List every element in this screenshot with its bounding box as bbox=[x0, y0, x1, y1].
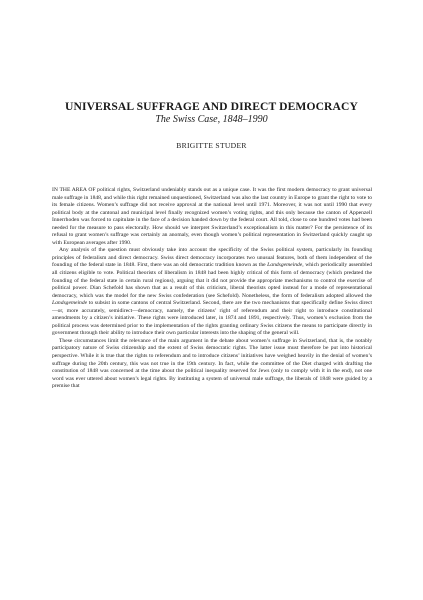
text-run: These circumstances limit the relevance of the main argument in the debate about women’s suffrage in Switzerland, that is, the notably participatory nature of Swiss citizenship and the extent of Swiss democratic rights. The latter issue must therefore be put into historical perspective. While it is true that the rights to referendum and to introduce citizens’ initiatives have weighed heavily in the denial of women’s suffrage during the 20th century, this was not true in the 19th century. In fact, while the committee of the Diet charged with drafting the constitution of 1848 was concerned at the time about the political inequality reserved for Jews (only to comply with it in the end), not one word was ever uttered about women’s legal rights. By instituting a system of universal male suffrage, the liberals of 1848 were guided by a premise that bbox=[52, 337, 372, 390]
article-body bbox=[52, 187, 372, 391]
paragraph bbox=[52, 338, 372, 391]
article-subtitle: The Swiss Case, 1848–1990 bbox=[155, 114, 268, 125]
paragraph bbox=[52, 187, 372, 247]
text-run: Any analysis of the question must obviously take into account the specificity of the Swiss political system, particularly its founding principles of federalism and direct democracy. Swiss direct democracy incorporates two unusual features, both of them independent of the founding of the federal state in 1848. First, there was an old democratic tradition known as the bbox=[52, 247, 372, 269]
article-title: UNIVERSAL SUFFRAGE AND DIRECT DEMOCRACY bbox=[65, 100, 358, 113]
italic-term: Landsgemeinde bbox=[52, 300, 88, 307]
text-run: , which periodically assembled all citizens eligible to vote. Political theorists of liberalism in 1848 had been highly critical of this form of democracy (which predated the founding of the federal state in certain rural regions), arguing that it did not provide the appropriate mechanisms to control the exercise of political power. Dian Schefold has shown that as a result of this criticism, liberal theorists opted instead for a mode of representational democracy, which was the model for the new Swiss confederation (see Schefold). Nonetheless, the form of federalism adopted allowed the bbox=[52, 262, 372, 299]
article-author: BRIGITTE STUDER bbox=[176, 141, 247, 150]
paragraph bbox=[52, 247, 372, 338]
text-run: to subsist in some cantons of central Switzerland. Second, there are the two mechanisms that specifically define Swiss direct—or, more accurately, semidirect—democracy, namely, the citizens’ right of referendum and their right to introduce constitutional amendments by a citizen’s initiative. These rights were introduced later, in 1874 and 1891, respectively. Thus, women’s exclusion from the political process was determined prior to the implementation of the rights granting ordinary Swiss citizens the means to participate directly in government through their ability to introduce their own particular interests into the shaping of the general will. bbox=[52, 300, 372, 337]
text-run: IN THE AREA OF political rights, Switzerland undeniably stands out as a unique case. It was the first modern democracy to grant universal male suffrage in 1848, and while this right remained unquestioned, Switzerland was also the last country in Europe to grant the right to vote to its female citizens. Women’s suffrage did not receive approval at the national level until 1971. Moreover, it was not until 1990 that every political body at the cantonal and municipal level finally recognized women’s voting rights, and this only because the canton of Appenzell Innerrhoden was forced to capitulate in the face of a decision handed down by the federal court. All told, close to one hundred votes had been needed for the measure to pass electorally. How should we interpret Switzerland’s exceptionalism in this matter? For the persistence of its refusal to grant women’s suffrage was certainly an anomaly, even though women’s political representation in Switzerland quickly caught up with European averages after 1990. bbox=[52, 187, 372, 246]
italic-term: Landsgemeinde bbox=[267, 262, 303, 269]
